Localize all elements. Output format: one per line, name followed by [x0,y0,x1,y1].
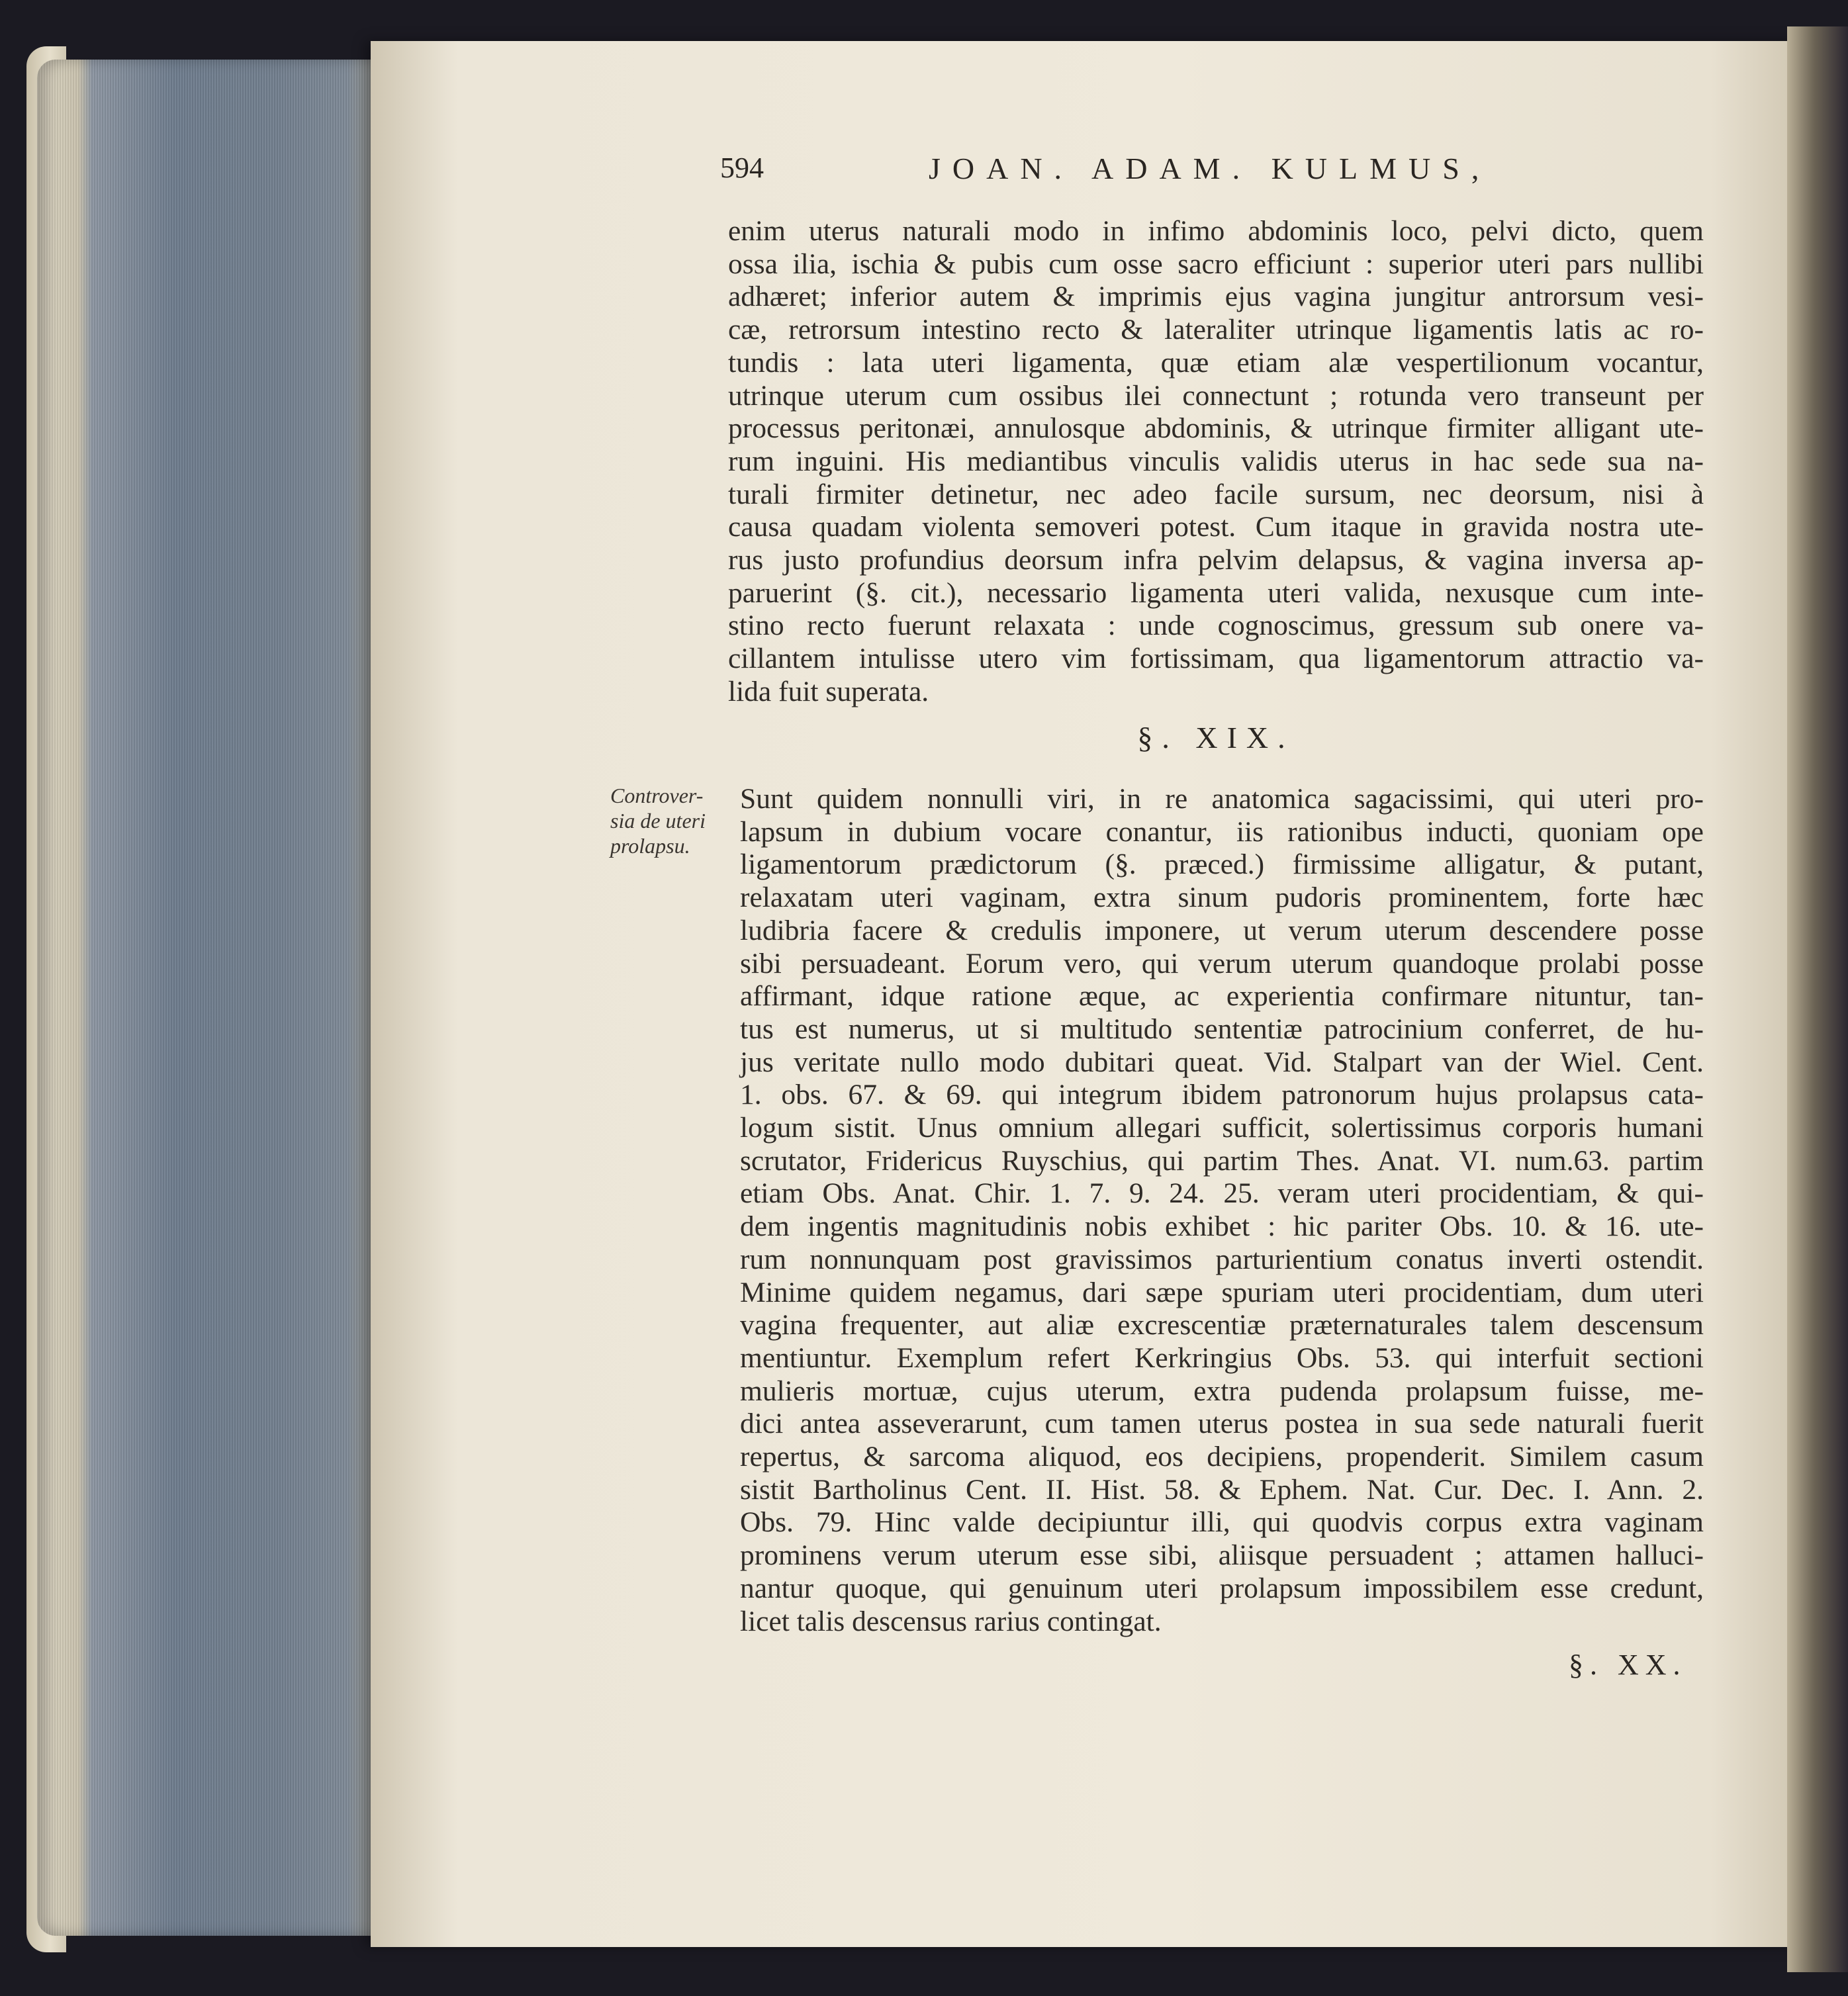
text-line: prominens verum uterum esse sibi, aliisque persuadent ; attamen halluci- [740,1539,1704,1572]
text-line: lida fuit superata. [728,675,929,707]
text-line: 1. obs. 67. & 69. qui integrum ibidem patronorum hujus prolapsus cata- [740,1079,1704,1111]
text-line: nantur quoque, qui genuinum uteri prolapsum impossibilem esse credunt, [740,1572,1704,1604]
page-number: 594 [720,152,764,184]
text-line: cillantem intulisse utero vim fortissimam, qua ligamentorum attractio va- [728,643,1704,675]
text-line: rus justo profundius deorsum infra pelvim delapsus, & vagina inversa ap- [728,544,1704,576]
paragraph-2 [740,783,1704,1638]
margin-note-line: Controver- [610,784,704,807]
text-line: mulieris mortuæ, cujus uterum, extra pudenda prolapsum fuisse, me- [740,1375,1704,1407]
paragraph-1 [728,215,1704,709]
next-section-heading: §. XX. [1569,1649,1687,1681]
text-line: licet talis descensus rarius contingat. [740,1605,1162,1637]
text-line: lapsum in dubium vocare conantur, iis rationibus inducti, quoniam ope [740,815,1704,848]
text-line: rum inguini. His mediantibus vinculis validis uterus in hac sede sua na- [728,445,1704,477]
text-line: rum nonnunquam post gravissimos parturientium conatus inverti ostendit. [740,1243,1704,1275]
text-line: vagina frequenter, aut aliæ excrescentiæ præternaturales talem descensum [740,1309,1704,1341]
text-line: tus est numerus, ut si multitudo sententiæ patrocinium conferret, de hu- [740,1013,1704,1045]
text-line: turali firmiter detinetur, nec adeo facile sursum, nec deorsum, nisi à [728,478,1704,510]
running-title: JOAN. ADAM. KULMUS, [929,152,1491,185]
text-line: causa quadam violenta semoveri potest. Cum itaque in gravida nostra ute- [728,511,1704,543]
text-line: relaxatam uteri vaginam, extra sinum pudoris prominentem, forte hæc [740,882,1704,914]
book-gutter [1787,26,1848,1972]
text-line: logum sistit. Unus omnium allegari sufficit, solertissimus corporis humani [740,1112,1704,1144]
text-line: tundis : lata uteri ligamenta, quæ etiam alæ vespertilionum vocantur, [728,346,1704,379]
text-line: enim uterus naturali modo in infimo abdominis loco, pelvi dicto, quem [728,215,1704,247]
text-line: cæ, retrorsum intestino recto & lateraliter utrinque ligamentis latis ac ro- [728,314,1704,346]
text-line: utrinque uterum cum ossibus ilei connectunt ; rotunda vero transeunt per [728,379,1704,412]
section-heading: §. XIX. [1137,721,1295,754]
text-line: paruerint (§. cit.), necessario ligamenta uteri valida, nexusque cum inte- [728,576,1704,609]
text-line: dici antea asseverarunt, cum tamen uterus postea in sua sede naturali fuerit [740,1408,1704,1440]
text-line: Minime quidem negamus, dari sæpe spuriam uteri procidentiam, dum uteri [740,1276,1704,1308]
margin-note-line: sia de uteri [610,809,706,833]
text-line: scrutator, Fridericus Ruyschius, qui partim Thes. Anat. VI. num.63. partim [740,1144,1704,1177]
text-line: stino recto fuerunt relaxata : unde cognoscimus, gressum sub onere va- [728,610,1704,642]
text-line: repertus, & sarcoma aliquod, eos decipiens, propenderit. Similem casum [740,1441,1704,1473]
text-line: ligamentorum prædictorum (§. præced.) firmissime alligatur, & putant, [740,848,1704,881]
text-line: adhæret; inferior autem & imprimis ejus vagina jungitur antrorsum vesi- [728,281,1704,313]
text-line: affirmant, idque ratione æque, ac experientia confirmare nituntur, tan- [740,980,1704,1013]
text-line: sistit Bartholinus Cent. II. Hist. 58. & Ephem. Nat. Cur. Dec. I. Ann. 2. [740,1473,1704,1506]
margin-note [610,783,729,858]
page-block-edge [37,60,381,1936]
margin-note-line: prolapsu. [610,834,690,858]
text-line: Sunt quidem nonnulli viri, in re anatomica sagacissimi, qui uteri pro- [740,783,1704,815]
text-line: Obs. 79. Hinc valde decipiuntur illi, qui quodvis corpus extra vaginam [740,1506,1704,1539]
text-line: sibi persuadeant. Eorum vero, qui verum uterum quandoque prolabi posse [740,947,1704,979]
text-line: dem ingentis magnitudinis nobis exhibet : hic pariter Obs. 10. & 16. ute- [740,1210,1704,1243]
text-line: ossa ilia, ischia & pubis cum osse sacro efficiunt : superior uteri pars nullibi [728,248,1704,280]
text-line: processus peritonæi, annulosque abdominis, & utrinque firmiter alligant ute- [728,412,1704,445]
text-line: mentiuntur. Exemplum refert Kerkringius Obs. 53. qui interfuit sectioni [740,1341,1704,1374]
text-line: etiam Obs. Anat. Chir. 1. 7. 9. 24. 25. veram uteri procidentiam, & qui- [740,1177,1704,1210]
text-line: jus veritate nullo modo dubitari queat. Vid. Stalpart van der Wiel. Cent. [740,1046,1704,1078]
text-line: ludibria facere & credulis imponere, ut verum uterum descendere posse [740,914,1704,946]
